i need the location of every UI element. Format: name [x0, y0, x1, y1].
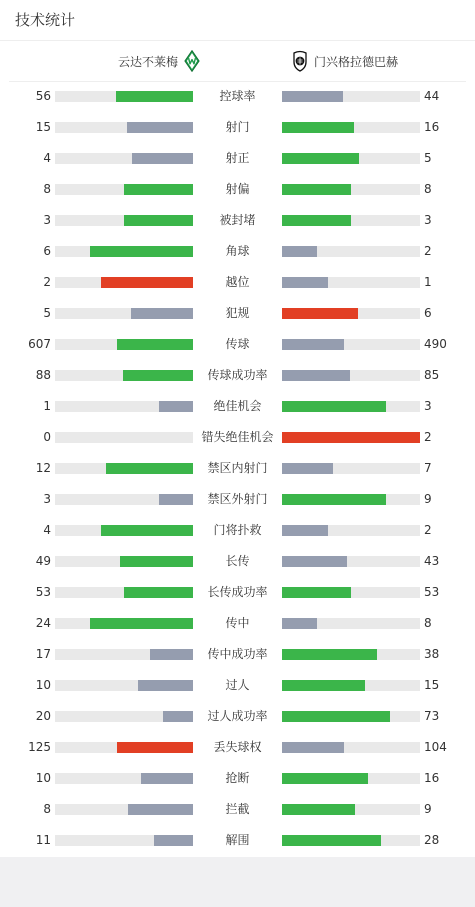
home-stat-bar	[55, 618, 193, 629]
away-stat-bar	[282, 184, 420, 195]
stat-label: 传中成功率	[207, 647, 268, 661]
away-stat-bar	[282, 773, 420, 784]
away-stat-bar-fill	[282, 711, 390, 722]
away-stat-bar-fill	[282, 556, 347, 567]
away-stat-bar	[282, 339, 420, 350]
stat-label: 禁区外射门	[207, 492, 268, 506]
home-stat-bar	[55, 184, 193, 195]
away-stat-bar	[282, 525, 420, 536]
home-stat-bar-fill	[124, 184, 193, 195]
away-stat-value: 85	[424, 368, 440, 382]
home-stat-bar	[55, 804, 193, 815]
stat-label: 长传	[225, 554, 250, 568]
stat-label: 控球率	[219, 89, 256, 103]
away-stat-bar-fill	[282, 122, 354, 133]
stat-row	[0, 392, 475, 423]
away-stat-value: 9	[424, 802, 432, 816]
away-stat-value: 9	[424, 492, 432, 506]
home-stat-bar	[55, 680, 193, 691]
home-stat-bar	[55, 339, 193, 350]
home-stat-value: 53	[35, 585, 51, 599]
stat-label: 过人	[225, 678, 250, 692]
away-stat-bar	[282, 215, 420, 226]
away-stat-bar	[282, 122, 420, 133]
away-stat-value: 8	[424, 616, 432, 630]
away-stat-bar-fill	[282, 401, 386, 412]
away-stat-bar-fill	[282, 773, 368, 784]
away-stat-bar	[282, 153, 420, 164]
home-stat-value: 4	[43, 523, 51, 537]
home-stat-bar	[55, 401, 193, 412]
home-stat-value: 2	[43, 275, 51, 289]
home-stat-value: 56	[35, 89, 51, 103]
stat-label: 门将扑救	[213, 523, 262, 537]
stat-row	[0, 175, 475, 206]
home-stat-bar	[55, 649, 193, 660]
away-stat-bar-fill	[282, 184, 351, 195]
stat-label: 被封堵	[219, 213, 256, 227]
home-stat-value: 49	[35, 554, 51, 568]
home-stat-bar	[55, 525, 193, 536]
away-stat-bar	[282, 804, 420, 815]
away-stat-bar-fill	[282, 370, 350, 381]
stat-label: 绝佳机会	[213, 399, 262, 413]
away-stat-value: 2	[424, 244, 432, 258]
stat-row	[0, 640, 475, 671]
home-stat-value: 607	[28, 337, 51, 351]
stat-row	[0, 237, 475, 268]
stat-label: 抢断	[225, 771, 250, 785]
page-title: 技术统计	[0, 0, 475, 41]
home-stat-value: 20	[35, 709, 51, 723]
home-stat-value: 12	[35, 461, 51, 475]
home-stat-bar	[55, 556, 193, 567]
away-stat-bar-fill	[282, 587, 351, 598]
home-stat-bar-fill	[127, 122, 193, 133]
away-stat-value: 43	[424, 554, 440, 568]
away-stat-bar	[282, 711, 420, 722]
home-stat-value: 88	[35, 368, 51, 382]
stat-label: 射正	[225, 151, 250, 165]
away-stat-bar-fill	[282, 804, 355, 815]
home-stat-bar-fill	[124, 215, 193, 226]
away-stat-bar-fill	[282, 215, 351, 226]
home-stat-bar	[55, 153, 193, 164]
away-stat-value: 28	[424, 833, 440, 847]
stat-row	[0, 268, 475, 299]
stat-label: 犯规	[225, 306, 250, 320]
home-stat-bar-fill	[117, 742, 193, 753]
home-stat-bar-fill	[116, 91, 193, 102]
home-stat-bar-fill	[124, 587, 193, 598]
home-stat-bar	[55, 711, 193, 722]
away-stat-bar	[282, 680, 420, 691]
stat-row	[0, 516, 475, 547]
away-stat-bar-fill	[282, 835, 381, 846]
away-stat-bar	[282, 742, 420, 753]
stat-row	[0, 361, 475, 392]
home-stat-bar-fill	[123, 370, 193, 381]
away-stat-bar	[282, 587, 420, 598]
away-stat-bar-fill	[282, 339, 344, 350]
away-stat-value: 6	[424, 306, 432, 320]
home-stat-bar-fill	[90, 246, 194, 257]
away-stat-value: 5	[424, 151, 432, 165]
away-stat-value: 2	[424, 523, 432, 537]
home-stat-value: 0	[43, 430, 51, 444]
home-stat-bar	[55, 277, 193, 288]
home-stat-bar	[55, 742, 193, 753]
away-team[interactable]	[292, 50, 398, 72]
home-stat-bar-fill	[90, 618, 194, 629]
stat-row	[0, 671, 475, 702]
away-stat-bar-fill	[282, 308, 358, 319]
away-stat-bar	[282, 277, 420, 288]
stat-label: 传中	[225, 616, 250, 630]
werder-bremen-crest-icon	[184, 50, 200, 72]
home-stat-bar-fill	[131, 308, 193, 319]
away-stat-value: 1	[424, 275, 432, 289]
stat-label: 角球	[225, 244, 250, 258]
away-stat-bar	[282, 463, 420, 474]
away-stat-value: 7	[424, 461, 432, 475]
home-stat-value: 17	[35, 647, 51, 661]
stat-label: 过人成功率	[207, 709, 268, 723]
home-stat-bar	[55, 835, 193, 846]
stat-label: 长传成功率	[207, 585, 268, 599]
stat-row	[0, 547, 475, 578]
home-stat-bar	[55, 587, 193, 598]
away-stat-bar	[282, 835, 420, 846]
stats-list	[0, 82, 475, 857]
home-team[interactable]	[118, 50, 200, 72]
away-stat-value: 15	[424, 678, 440, 692]
stat-label: 拦截	[225, 802, 250, 816]
home-stat-value: 15	[35, 120, 51, 134]
away-stat-bar	[282, 246, 420, 257]
away-stat-bar-fill	[282, 153, 359, 164]
stat-row	[0, 578, 475, 609]
away-stat-value: 8	[424, 182, 432, 196]
stat-row	[0, 609, 475, 640]
away-stat-bar	[282, 556, 420, 567]
home-stat-bar-fill	[141, 773, 193, 784]
away-stat-value: 3	[424, 213, 432, 227]
home-stat-bar-fill	[159, 401, 194, 412]
stat-label: 传球	[225, 337, 250, 351]
home-stat-bar	[55, 122, 193, 133]
away-stat-bar-fill	[282, 742, 344, 753]
home-stat-value: 8	[43, 182, 51, 196]
away-stat-value: 16	[424, 771, 440, 785]
away-stat-bar-fill	[282, 618, 317, 629]
away-stat-bar-fill	[282, 432, 420, 443]
home-stat-value: 6	[43, 244, 51, 258]
stat-label: 射偏	[225, 182, 250, 196]
stat-label: 丢失球权	[213, 740, 262, 754]
stat-row	[0, 82, 475, 113]
away-stat-value: 490	[424, 337, 447, 351]
stat-row	[0, 826, 475, 857]
stat-row	[0, 423, 475, 454]
stat-row	[0, 454, 475, 485]
stat-label: 错失绝佳机会	[201, 430, 274, 444]
home-stat-value: 8	[43, 802, 51, 816]
gladbach-crest-icon	[292, 50, 308, 72]
home-stat-value: 3	[43, 213, 51, 227]
away-stat-bar	[282, 432, 420, 443]
home-stat-bar-fill	[101, 277, 193, 288]
home-stat-bar-fill	[132, 153, 193, 164]
away-stat-bar	[282, 401, 420, 412]
away-stat-bar-fill	[282, 649, 377, 660]
home-stat-value: 11	[35, 833, 51, 847]
home-stat-bar-fill	[150, 649, 193, 660]
away-stat-value: 104	[424, 740, 447, 754]
away-stat-value: 73	[424, 709, 440, 723]
away-stat-value: 3	[424, 399, 432, 413]
home-stat-bar-fill	[128, 804, 193, 815]
home-stat-bar	[55, 370, 193, 381]
stat-row	[0, 702, 475, 733]
away-stat-bar	[282, 91, 420, 102]
home-team-name: 云达不莱梅	[117, 54, 178, 69]
home-stat-bar	[55, 773, 193, 784]
home-stat-value: 24	[35, 616, 51, 630]
away-stat-bar	[282, 370, 420, 381]
away-stat-bar-fill	[282, 463, 333, 474]
away-stat-value: 53	[424, 585, 440, 599]
stat-row	[0, 206, 475, 237]
home-stat-bar-fill	[120, 556, 193, 567]
home-stat-value: 1	[43, 399, 51, 413]
home-stat-value: 5	[43, 306, 51, 320]
away-stat-bar	[282, 308, 420, 319]
home-stat-value: 10	[35, 678, 51, 692]
away-stat-bar-fill	[282, 680, 365, 691]
home-stat-bar	[55, 91, 193, 102]
away-stat-bar-fill	[282, 246, 317, 257]
home-stat-value: 125	[28, 740, 51, 754]
away-stat-bar	[282, 494, 420, 505]
stat-row	[0, 144, 475, 175]
stat-row	[0, 764, 475, 795]
home-stat-bar	[55, 463, 193, 474]
home-stat-bar-fill	[117, 339, 193, 350]
home-stat-bar-fill	[101, 525, 193, 536]
home-stat-bar-fill	[163, 711, 193, 722]
away-stat-value: 44	[424, 89, 440, 103]
home-stat-bar	[55, 215, 193, 226]
stat-row	[0, 113, 475, 144]
away-stat-bar-fill	[282, 494, 386, 505]
away-stat-bar-fill	[282, 277, 328, 288]
stat-row	[0, 795, 475, 826]
home-stat-bar-fill	[154, 835, 193, 846]
home-stat-value: 10	[35, 771, 51, 785]
stat-label: 解围	[225, 833, 250, 847]
stat-label: 越位	[225, 275, 250, 289]
away-stat-bar-fill	[282, 525, 328, 536]
stat-label: 传球成功率	[207, 368, 268, 382]
away-stat-value: 2	[424, 430, 432, 444]
away-team-name: 门兴格拉德巴赫	[314, 54, 399, 69]
stat-row	[0, 733, 475, 764]
home-stat-bar	[55, 432, 193, 443]
home-stat-bar	[55, 246, 193, 257]
home-stat-bar-fill	[159, 494, 194, 505]
stat-row	[0, 330, 475, 361]
away-stat-bar	[282, 649, 420, 660]
home-stat-value: 3	[43, 492, 51, 506]
stat-label: 禁区内射门	[207, 461, 268, 475]
stat-row	[0, 485, 475, 516]
away-stat-value: 16	[424, 120, 440, 134]
away-stat-value: 38	[424, 647, 440, 661]
stat-label: 射门	[225, 120, 250, 134]
stat-row	[0, 299, 475, 330]
home-stat-bar	[55, 308, 193, 319]
away-stat-bar	[282, 618, 420, 629]
home-stat-bar-fill	[106, 463, 193, 474]
teams-header	[9, 41, 466, 82]
home-stat-bar	[55, 494, 193, 505]
home-stat-value: 4	[43, 151, 51, 165]
away-stat-bar-fill	[282, 91, 343, 102]
home-stat-bar-fill	[138, 680, 193, 691]
